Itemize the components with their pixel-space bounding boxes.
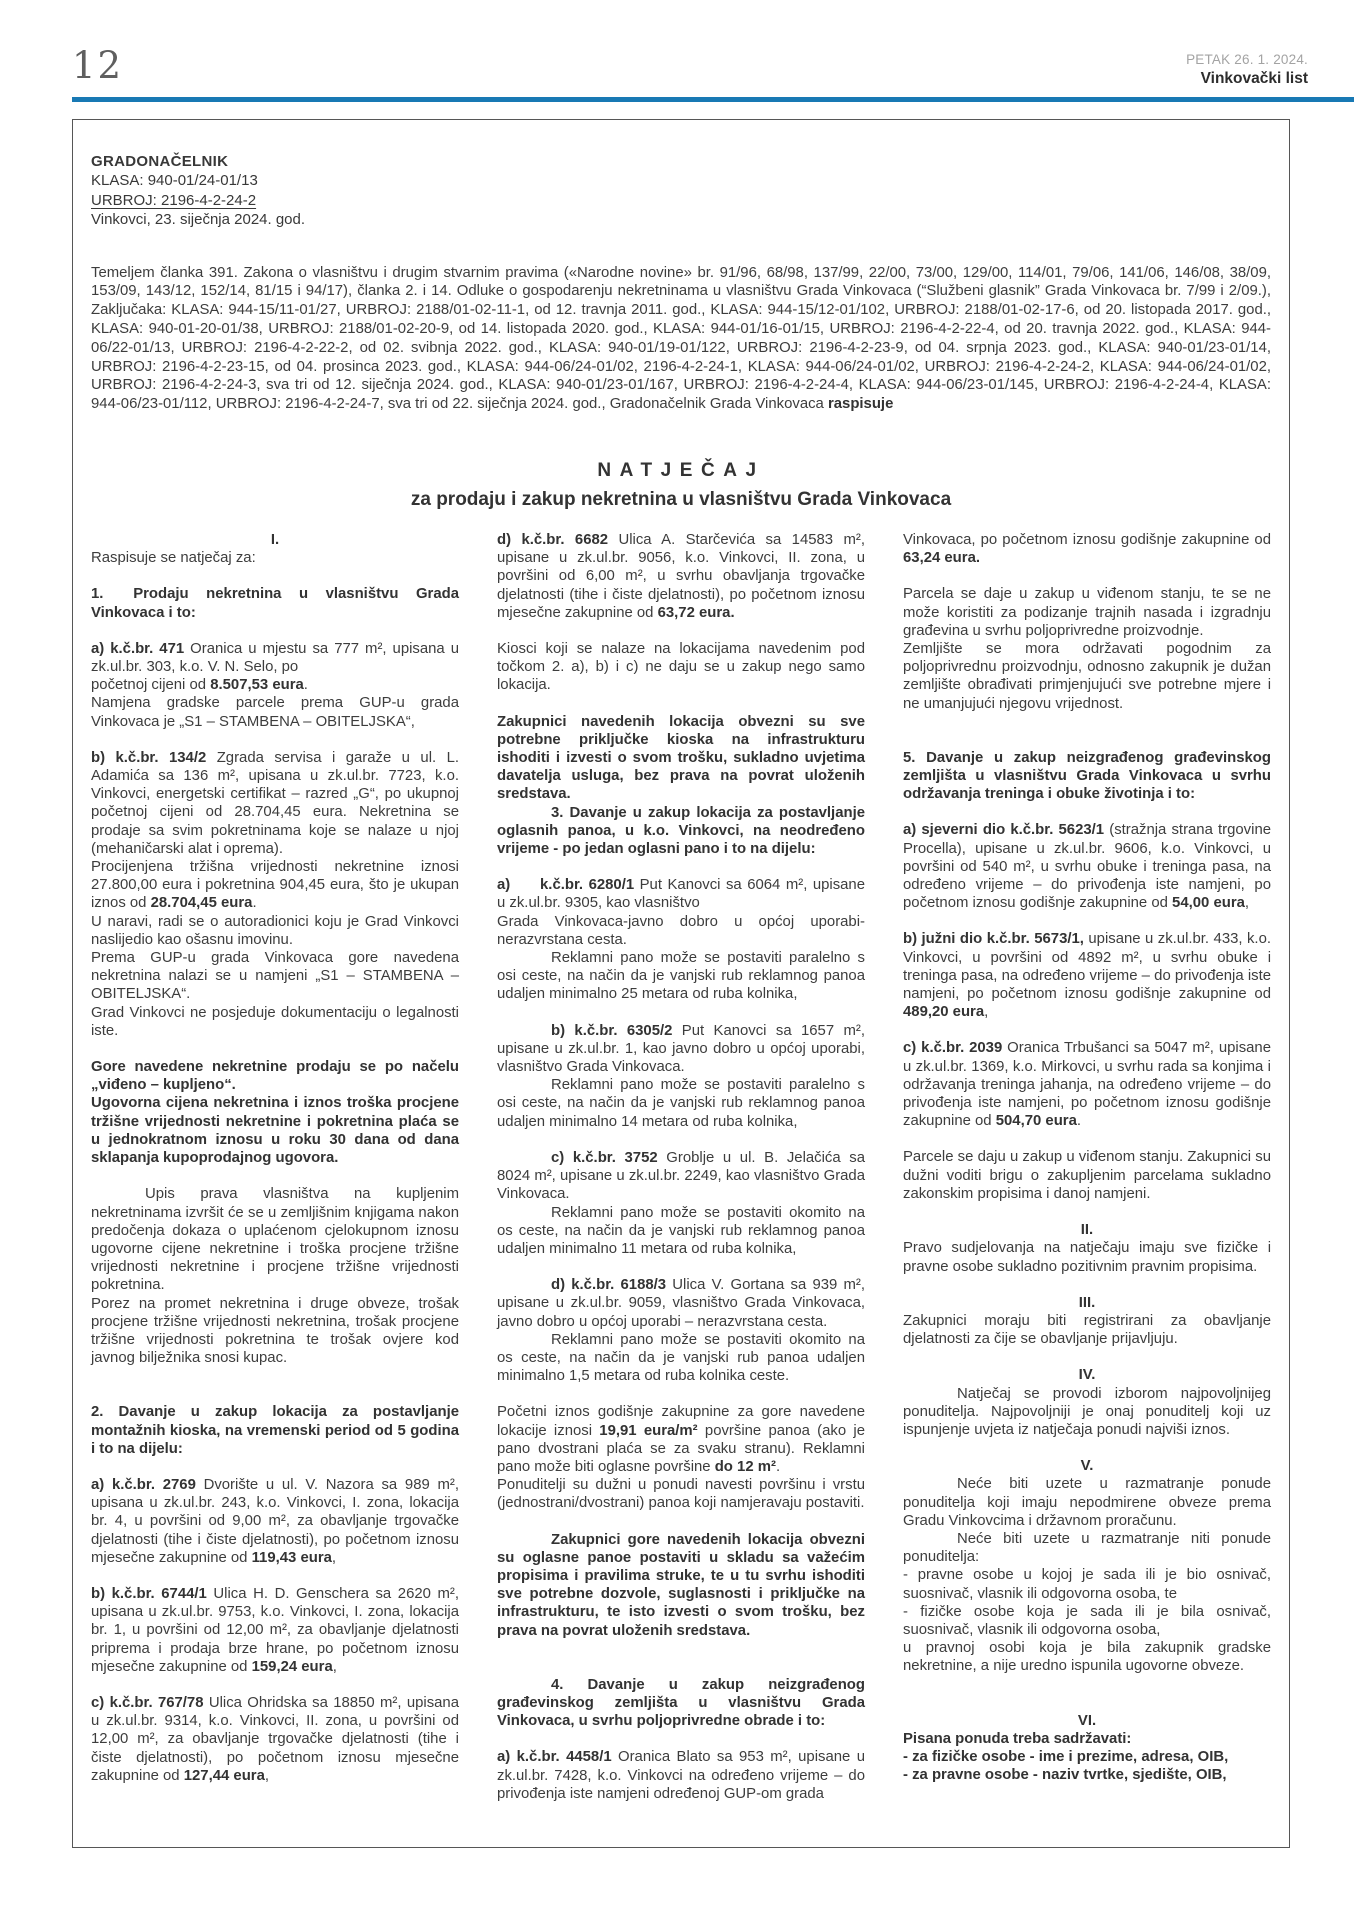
text-run: početnoj cijeni od [91,677,211,694]
text-run: Reklamni pano može se postaviti paralelno s osi ceste, na način da je vanjski rub reklamnog panoa udaljen minimalno 25 metara od ruba kolnika, [497,950,865,1003]
paragraph [903,1239,1271,1275]
text-run: , [332,1658,337,1675]
bold-text-run: 5. Davanje u zakup neizgrađenog građevinskog zemljišta u vlasništvu Grada Vinkovaca u svrhu održavanja treninga i obuke životinja i to: [903,749,1271,803]
bold-text-run: Zakupnici gore navedenih lokacija obvezni su oglasne panoe postaviti u skladu sa važećim propisima i pravilima struke, te u tu svrhu ishoditi sve potrebne dozvole, suglasnosti i priključke na infrastrukturu, te isto izvesti o svom trošku, bez prava na povrat uloženih sredstava. [497,1531,865,1639]
bold-text-run: Ugovorna cijena nekretnina i iznos troška procjene tržišne vrijednosti nekretnine i pokretnina plaća se u jednokratnom iznosu u roku 30 dana od dana sklapanja kupoprodajnog ugovora. [91,1095,459,1167]
paragraph [903,1730,1271,1748]
text-run: upisane u zk.ul.br. 433, k.o. Vinkovci, u površini od 4892 m², u svrhu obuke i treninga pasa, na određeno vrijeme – do privođenja iste namjeni, po početnom iznosu godišnje zakupnine od [903,931,1271,1003]
bold-text-run: I. [270,532,280,548]
masthead [1186,52,1308,88]
text-run: Namjena gradske parcele prema GUP-u grada Vinkovaca je „S1 – STAMBENA – OBITELJSKA“, [91,695,459,730]
text-run: , [264,1767,270,1784]
paragraph [91,1295,459,1368]
bold-text-run: a) k.č.br. 6280/1 [497,877,635,894]
bold-text-run: d) k.č.br. 6682 [497,532,609,548]
paragraph [91,694,459,730]
header-rule [72,97,1354,102]
paragraph [903,1457,1271,1475]
text-run: Pravo sudjelovanja na natječaju imaju sve fizičke i pravne osobe sukladno pozitivnim pravnim propisima. [903,1240,1271,1275]
paragraph [91,1694,459,1785]
text-run: Prema GUP-u grada Vinkovaca gore navedena nekretnina nalazi se u namjeni „S1 – STAMBENA – OBITELJSKA“. [91,950,459,1003]
bold-text-run: IV. [1078,1367,1096,1384]
bold-text-run: b) k.č.br. 6744/1 [91,1585,207,1602]
paragraph [903,821,1271,912]
bold-text-run: c) k.č.br. 767/78 [91,1694,204,1711]
bold-text-run: c) k.č.br. 2039 [903,1040,1003,1057]
bold-text-run: d) k.č.br. 6188/3 [551,1277,667,1294]
text-run: Oranica u mjestu sa 777 m², upisana u zk.ul.br. 303, k.o. V. N. Selo, po [91,640,460,676]
bold-text-run: 19,91 eura/m² [599,1422,698,1439]
text-run: Parcela se daje u zakup u viđenom stanju, te se ne može koristiti za podizanje trajnih nasada i izgradnju građevina u svrhu poljoprivredne proizvodnje. [903,586,1271,639]
bold-text-run: a) k.č.br. 4458/1 [497,1749,612,1766]
bold-text-run: a) k.č.br. 471 [91,640,185,657]
bold-text-run: VI. [1077,1712,1097,1729]
text-run: - pravne osobe u kojoj je sada ili je bio osnivač, suosnivač, vlasnik ili odgovorna osoba, te [903,1567,1271,1602]
text-run: površine panoa (ako je pano dvostrani plaća se za svaku stranu). Reklamni pano može biti oglasne površine [497,1422,865,1475]
text-run: Početni iznos godišnje zakupnine za gore navedene lokacije iznosi [497,1404,865,1439]
notice-title: NATJEČAJ [597,460,765,481]
paragraph [91,1403,459,1458]
bold-text-run: 159,24 eura [251,1658,333,1675]
bold-text-run: 504,70 eura [995,1113,1077,1130]
bold-text-run: a) sjeverni dio k.č.br. 5623/1 [903,822,1105,839]
bold-text-run: 8.507,53 eura [210,677,304,694]
notice-subtitle: za prodaju i zakup nekretnina u vlasništvu Grada Vinkovaca [410,489,952,510]
paragraph [91,1476,459,1567]
paragraph [903,1766,1271,1784]
bold-text-run: Zakupnici navedenih lokacija obvezni su sve potrebne priključke kioska na infrastrukturu ishoditi i izvesti o svom trošku, sukladno uvjetima davatelja usluga, bez prava na povrat uloženih sredstava. [497,713,865,803]
sender-place-date: Vinkovci, 23. siječnja 2024. god. [91,211,306,229]
text-run: Zakupnici moraju biti registrirani za obavljanje djelatnosti za čije se obavljanje prijavljuju. [903,1312,1271,1348]
bold-text-run: 63,72 eura. [657,604,735,621]
text-run: Ulica A. Starčevića sa 14583 m², upisane u zk.ul.br. 9056, k.o. Vinkovci, II. zona, u površini od 6,00 m², u svrhu obavljanja trgovačke djelatnosti (tihe i čiste djelatnosti), po početnom iznosu mjesečne zakupnine od [497,532,865,621]
text-run: Porez na promet nekretnina i druge obveze, trošak procjene tržišne vrijednosti nekretnina, trošak procjene tržišne vrijednosti pokretnina te trošak ovjere kod javnog bilježnika snosi kupac. [91,1295,459,1367]
text-run: Parcele se daju u zakup u viđenom stanju. Zakupnici su dužni voditi brigu o zakupljenim parcelama sukladno zakonskim propisima i danoj namjeni. [903,1149,1271,1202]
paragraph [91,549,459,567]
paragraph [91,858,459,913]
paragraph [91,640,459,676]
publication-name: Vinkovački list [1200,69,1308,87]
text-run: (stražnja strana trgovine Procella), upisane u zk.ul.br. 9606, k.o. Vinkovci, u površini od 540 m², u svrhu obuke i treninga pasa, na određeno vrijeme – do privođenja iste namjeni, po početnom iznosu godišnje zakupnine od [903,822,1272,912]
text-run: , [984,1004,989,1021]
bold-text-run: b) k.č.br. 6305/2 [551,1022,673,1039]
paragraph [903,1148,1271,1203]
text-run: Oranica Trbušanci sa 5047 m², upisane u zk.ul.br. 1369, k.o. Mirkovci, u svrhu rada sa konjima i održavanja treninga jahanja, na određeno vrijeme – do privođenja iste namjeni, po početnom iznosu godišnje zakupnine od [903,1040,1271,1130]
paragraph [91,913,459,949]
paragraph [91,949,459,1004]
text-run: Oranica Blato sa 953 m², upisane u zk.ul.br. 7428, k.o. Vinkovci na određeno vrijeme – do privođenja iste namjeni određenoj GUP-om grada [497,1749,865,1802]
paragraph [903,585,1271,640]
paragraph [497,1076,865,1131]
date-line: PETAK 26. 1. 2024. [1186,52,1308,67]
paragraph [497,913,865,949]
paragraph [91,749,459,858]
bold-text-run: do 12 m² [714,1458,776,1475]
bold-text-run: II. [1080,1222,1094,1239]
paragraph [497,876,865,912]
text-run: Grad Vinkovci ne posjeduje dokumentaciju o legalnosti iste. [91,1004,459,1039]
paragraph [497,1748,865,1803]
text-run: Ponuditelji su dužni u ponudi navesti površinu i vrstu (jednostrani/dvostrani) panoa koji namjeravaju postaviti. [497,1477,865,1512]
text-run: Groblje u ul. B. Jelačića sa 8024 m², upisane u zk.ul.br. 2249, kao vlasništvo Grada Vinkovaca. [497,1149,865,1203]
paragraph [497,1476,865,1512]
paragraph [903,1294,1271,1312]
text-run: . [775,1458,781,1475]
text-run: Temeljem članka 391. Zakona o vlasništvu i drugim stvarnim pravima («Narodne novine» br. 91/96, 68/98, 137/99, 22/00, 73/00, 129/00, 114/01, 79/06, 141/06, 146/08, 38/09, 153/09, 143/12, 152/14, 81/15 i 94/17), članka 2. i 14. Odluke o gospodarenju nekretninama u vlasništvu Grada Vinkovaca (“Službeni glasnik” Grada Vinkovaca br. 7/99 i 2/09.), Zaključaka: KLASA: 944-15/11-01/27, URBROJ: 2188/01-02-11-1, od 12. travnja 2011. god., KLASA: 944-15/12-01/102, URBROJ: 2188/01-02-17-6, od 20. listopada 2017. god., KLASA: 940-01-20-01/38, URBROJ: 2188/01-02-20-9, od 14. listopada 2020. god., KLASA: 944-01/16-01/15, URBROJ: 2196-4-2-22-4, od 20. travnja 2022. god., KLASA: 944-06/22-01/13, URBROJ: 2196-4-2-22-2, od 02. svibnja 2022. god., KLASA: 940-01/19-01/122, URBROJ: 2196-4-2-23-9, od 04. srpnja 2023. god., KLASA: 940-01/23-01/14, URBROJ: 2196-4-2-23-15, od 04. prosinca 2023. god., KLASA: 944-06/24-01/02, 2196-4-2-24-1, KLASA: 944-06/24-01/02, URBROJ: 2196-4-2-24-2, KLASA: 944-06/24-01/02, URBROJ: 2196-4-2-24-3, sva tri od 12. siječnja 2024. god., KLASA: 940-01/23-01/167, URBROJ: 2196-4-2-24-4, KLASA: 944-06/23-01/145, URBROJ: 2196-4-2-24-4, KLASA: 944-06/23-01/112, URBROJ: 2196-4-2-24-7, sva tri od 22. siječnja 2024. god., Gradonačelnik Grada Vinkovaca [91,264,1271,413]
paragraph [903,1530,1271,1566]
sender-klasa: KLASA: 940-01/24-01/13 [91,172,258,190]
text-run: Ulica H. D. Genschera sa 2620 m², upisana u zk.ul.br. 9753, k.o. Vinkovci, I. zona, lokacija br. 1, u površini od 12,00 m², za obavljanje djelatnosti priprema i prodaja brze hrane, po početnom iznosu mjesečne zakupnine od [91,1585,460,1675]
bold-text-run: 119,43 eura [251,1549,332,1566]
bold-text-run: 127,44 eura [183,1767,265,1784]
text-run: U naravi, radi se o autoradionici koju je Grad Vinkovci naslijedio kao ošasnu imovinu. [91,913,459,948]
paragraph [903,1475,1271,1530]
paragraph [91,1058,459,1094]
text-run: - fizičke osobe koja je sada ili je bila osnivač, suosnivač, vlasnik ili odgovorna osoba, [903,1603,1271,1638]
paragraph [903,930,1271,1021]
paragraph [903,1639,1271,1675]
text-run: Put Kanovci sa 1657 m², upisane u zk.ul.br. 1, kao javno dobro u općoj uporabi, vlasništvo Grada Vinkovaca. [497,1022,865,1076]
column-2 [497,531,865,1803]
bold-text-run: 2. Davanje u zakup lokacija za postavljanje montažnih kioska, na vremenski period od 5 godina i to na dijelu: [91,1404,459,1457]
paragraph [903,1566,1271,1602]
bold-text-run: b) južni dio k.č.br. 5673/1, [903,931,1084,948]
text-run: Reklamni pano može se postaviti okomito na os ceste, na način da je vanjski rub reklamnog panoa udaljen minimalno 11 metara od ruba kolnika, [497,1204,865,1257]
text-run: Kiosci koji se nalaze na lokacijama navedenim pod točkom 2. a), b) i c) ne daju se u zakup nego samo lokacija. [497,641,865,694]
paragraph [497,1204,865,1259]
text-run: . [303,677,308,694]
bold-text-run: - za fizičke osobe - ime i prezime, adresa, OIB, [903,1748,1229,1765]
bold-text-run: a) k.č.br. 2769 [91,1476,196,1493]
paragraph [91,1585,459,1676]
bold-text-run: b) k.č.br. 134/2 [91,749,207,766]
paragraph [91,531,459,549]
bold-text-run: 28.704,45 eura [150,895,253,912]
text-run: Zemljište se mora održavati pogodnim za poljoprivrednu proizvodnju, odnosno zakupnik je dužan zemljište obrađivati primjenjujući sve potrebne mjere i ne umanjujući njegovu vrijednost. [903,641,1271,712]
text-run: Upis prava vlasništva na kupljenim nekretninama izvršit će se u zemljišnim knjigama nakon predočenja dokaza o uplaćenom cjelokupnom iznosu ugovorne cijene nekretnine i troška procjene tržišne vrijednosti nekretnine i procjene tržišne vrijednosti pokretnina. [91,1186,459,1294]
text-run: Put Kanovci sa 6064 m², upisane u zk.ul.br. 9305, kao vlasništvo [497,877,865,912]
text-run: Dvorište u ul. V. Nazora sa 989 m², upisana u zk.ul.br. 243, k.o. Vinkovci, I. zona, lokacija br. 4, u površini od 9,00 m², za obavljanje trgovačke djelatnosti (tihe i čiste djelatnosti), po početnom iznosu mjesečne zakupnine od [91,1476,459,1566]
text-run: Neće biti uzete u razmatranje ponude ponuditelja koji imaju nepodmirene obveze prema Gradu Vinkovcima i državnom proračunu. [903,1476,1271,1529]
paragraph [497,804,865,859]
paragraph [497,1331,865,1386]
paragraph [91,1185,459,1294]
bold-text-run: III. [1078,1294,1096,1311]
text-run: Raspisuje se natječaj za: [91,550,256,567]
paragraph [903,1385,1271,1440]
paragraph [903,1039,1271,1130]
bold-text-run: raspisuje [827,396,894,413]
text-run: Natječaj se provodi izborom najpovoljnijeg ponuditelja. Najpovoljniji je onaj ponuditelj koji uz ispunjenje uvjeta iz natječaja ponudi najviši iznos. [903,1385,1271,1438]
text-run: Vinkovaca, po početnom iznosu godišnje zakupnine od [903,532,1271,548]
text-run: Reklamni pano može se postaviti paralelno s osi ceste, na način da je vanjski rub reklamnog panoa udaljen minimalno 14 metara od ruba kolnika, [497,1077,865,1130]
paragraph [497,531,865,622]
page-number: 12 [72,44,124,87]
bold-text-run: Gore navedene nekretnine prodaju se po načelu „viđeno – kupljeno“. [91,1059,459,1094]
paragraph [91,1094,459,1167]
column-1 [91,531,459,1803]
text-run: . [252,895,257,912]
paragraph [497,1531,865,1640]
text-run: Neće biti uzete u razmatranje niti ponude ponuditelja: [903,1530,1271,1566]
paragraph [497,1149,865,1204]
paragraph [497,1022,865,1077]
paragraph [903,531,1271,567]
paragraph [497,1676,865,1731]
bold-text-run: 63,24 eura. [903,550,980,567]
paragraph [91,1004,459,1040]
sender-block [91,152,1271,230]
text-run: Ulica V. Gortana sa 939 m², upisane u zk.ul.br. 9059, vlasništvo Grada Vinkovaca, javno dobro u općoj uporabi – nerazvrstana cesta. [497,1277,865,1330]
bold-text-run: - za pravne osobe - naziv tvrtke, sjedište, OIB, [903,1767,1227,1784]
paragraph [903,1221,1271,1239]
sender-urbroj: URBROJ: 2196-4-2-24-2 [91,191,257,209]
bold-text-run: 489,20 eura [903,1004,985,1021]
paragraph [903,1366,1271,1384]
text-run: Zgrada servisa i garaže u ul. L. Adamića sa 136 m², upisana u zk.ul.br. 7723, k.o. Vinkovci, energetski certifikat – razred „G“, po ukupnoj početnoj cijeni od 28.704,45 eura. Nekretnina se prodaje sa svim pokretninama koje se nalaze u njoj (mehaničarski alat i oprema). [91,749,459,857]
paragraph [903,749,1271,804]
paragraph [91,585,459,621]
paragraph [497,1403,865,1476]
bold-text-run: V. [1080,1458,1094,1475]
text-run: u pravnoj osobi koja je bila zakupnik gradske nekretnine, a nije uredno ispunila ugovorne obveze. [903,1640,1271,1675]
paragraph [903,1712,1271,1730]
paragraph [903,640,1271,713]
bold-text-run: 54,00 eura [1172,895,1245,912]
bold-text-run: 4. Davanje u zakup neizgrađenog građevinskog zemljišta u vlasništvu Grada Vinkovaca, u svrhu poljoprivredne obrade i to: [497,1676,865,1730]
text-run: Ulica Ohridska sa 18850 m², upisana u zk.ul.br. 9314, k.o. Vinkovci, II. zona, u površini od 12,00 m², za obavljanje trgovačke djelatnosti (tihe i čiste djelatnosti), po početnom iznosu mjesečne zakupnine od [91,1694,459,1784]
text-run: Procijenjena tržišna vrijednosti nekretnine iznosi 27.800,00 eura i pokretnina 904,45 eura, što je ukupan iznos od [91,859,459,912]
paragraph [497,640,865,695]
paragraph [903,1603,1271,1639]
paragraph [91,676,459,694]
text-run: , [331,1549,337,1566]
preamble [91,264,1271,414]
sender-office: GRADONAČELNIK [91,153,229,170]
bold-text-run: Pisana ponuda treba sadržavati: [903,1730,1132,1747]
paragraph [903,1748,1271,1766]
bold-text-run: 3. Davanje u zakup lokacija za postavljanje oglasnih panoa, u k.o. Vinkovci, na neodređeno vrijeme - po jedan oglasni pano i to na dijelu: [497,804,865,858]
column-3 [903,531,1271,1803]
paragraph [497,713,865,804]
text-run: . [1076,1113,1082,1130]
paragraph [497,1276,865,1331]
bold-text-run: c) k.č.br. 3752 [551,1149,658,1166]
text-columns [91,531,1271,1803]
paragraph [497,949,865,1004]
paragraph [903,1312,1271,1348]
notice-box [72,119,1290,1848]
text-run: Grada Vinkovaca-javno dobro u općoj uporabi-nerazvrstana cesta. [497,913,865,948]
text-run: , [1244,895,1250,912]
text-run: Reklamni pano može se postaviti okomito na os ceste, na način da je vanjski rub panoa udaljen minimalno 1,5 metara od ruba kolnika ceste. [497,1331,865,1385]
bold-text-run: 1. Prodaju nekretnina u vlasništvu Grada Vinkovaca i to: [91,586,459,621]
